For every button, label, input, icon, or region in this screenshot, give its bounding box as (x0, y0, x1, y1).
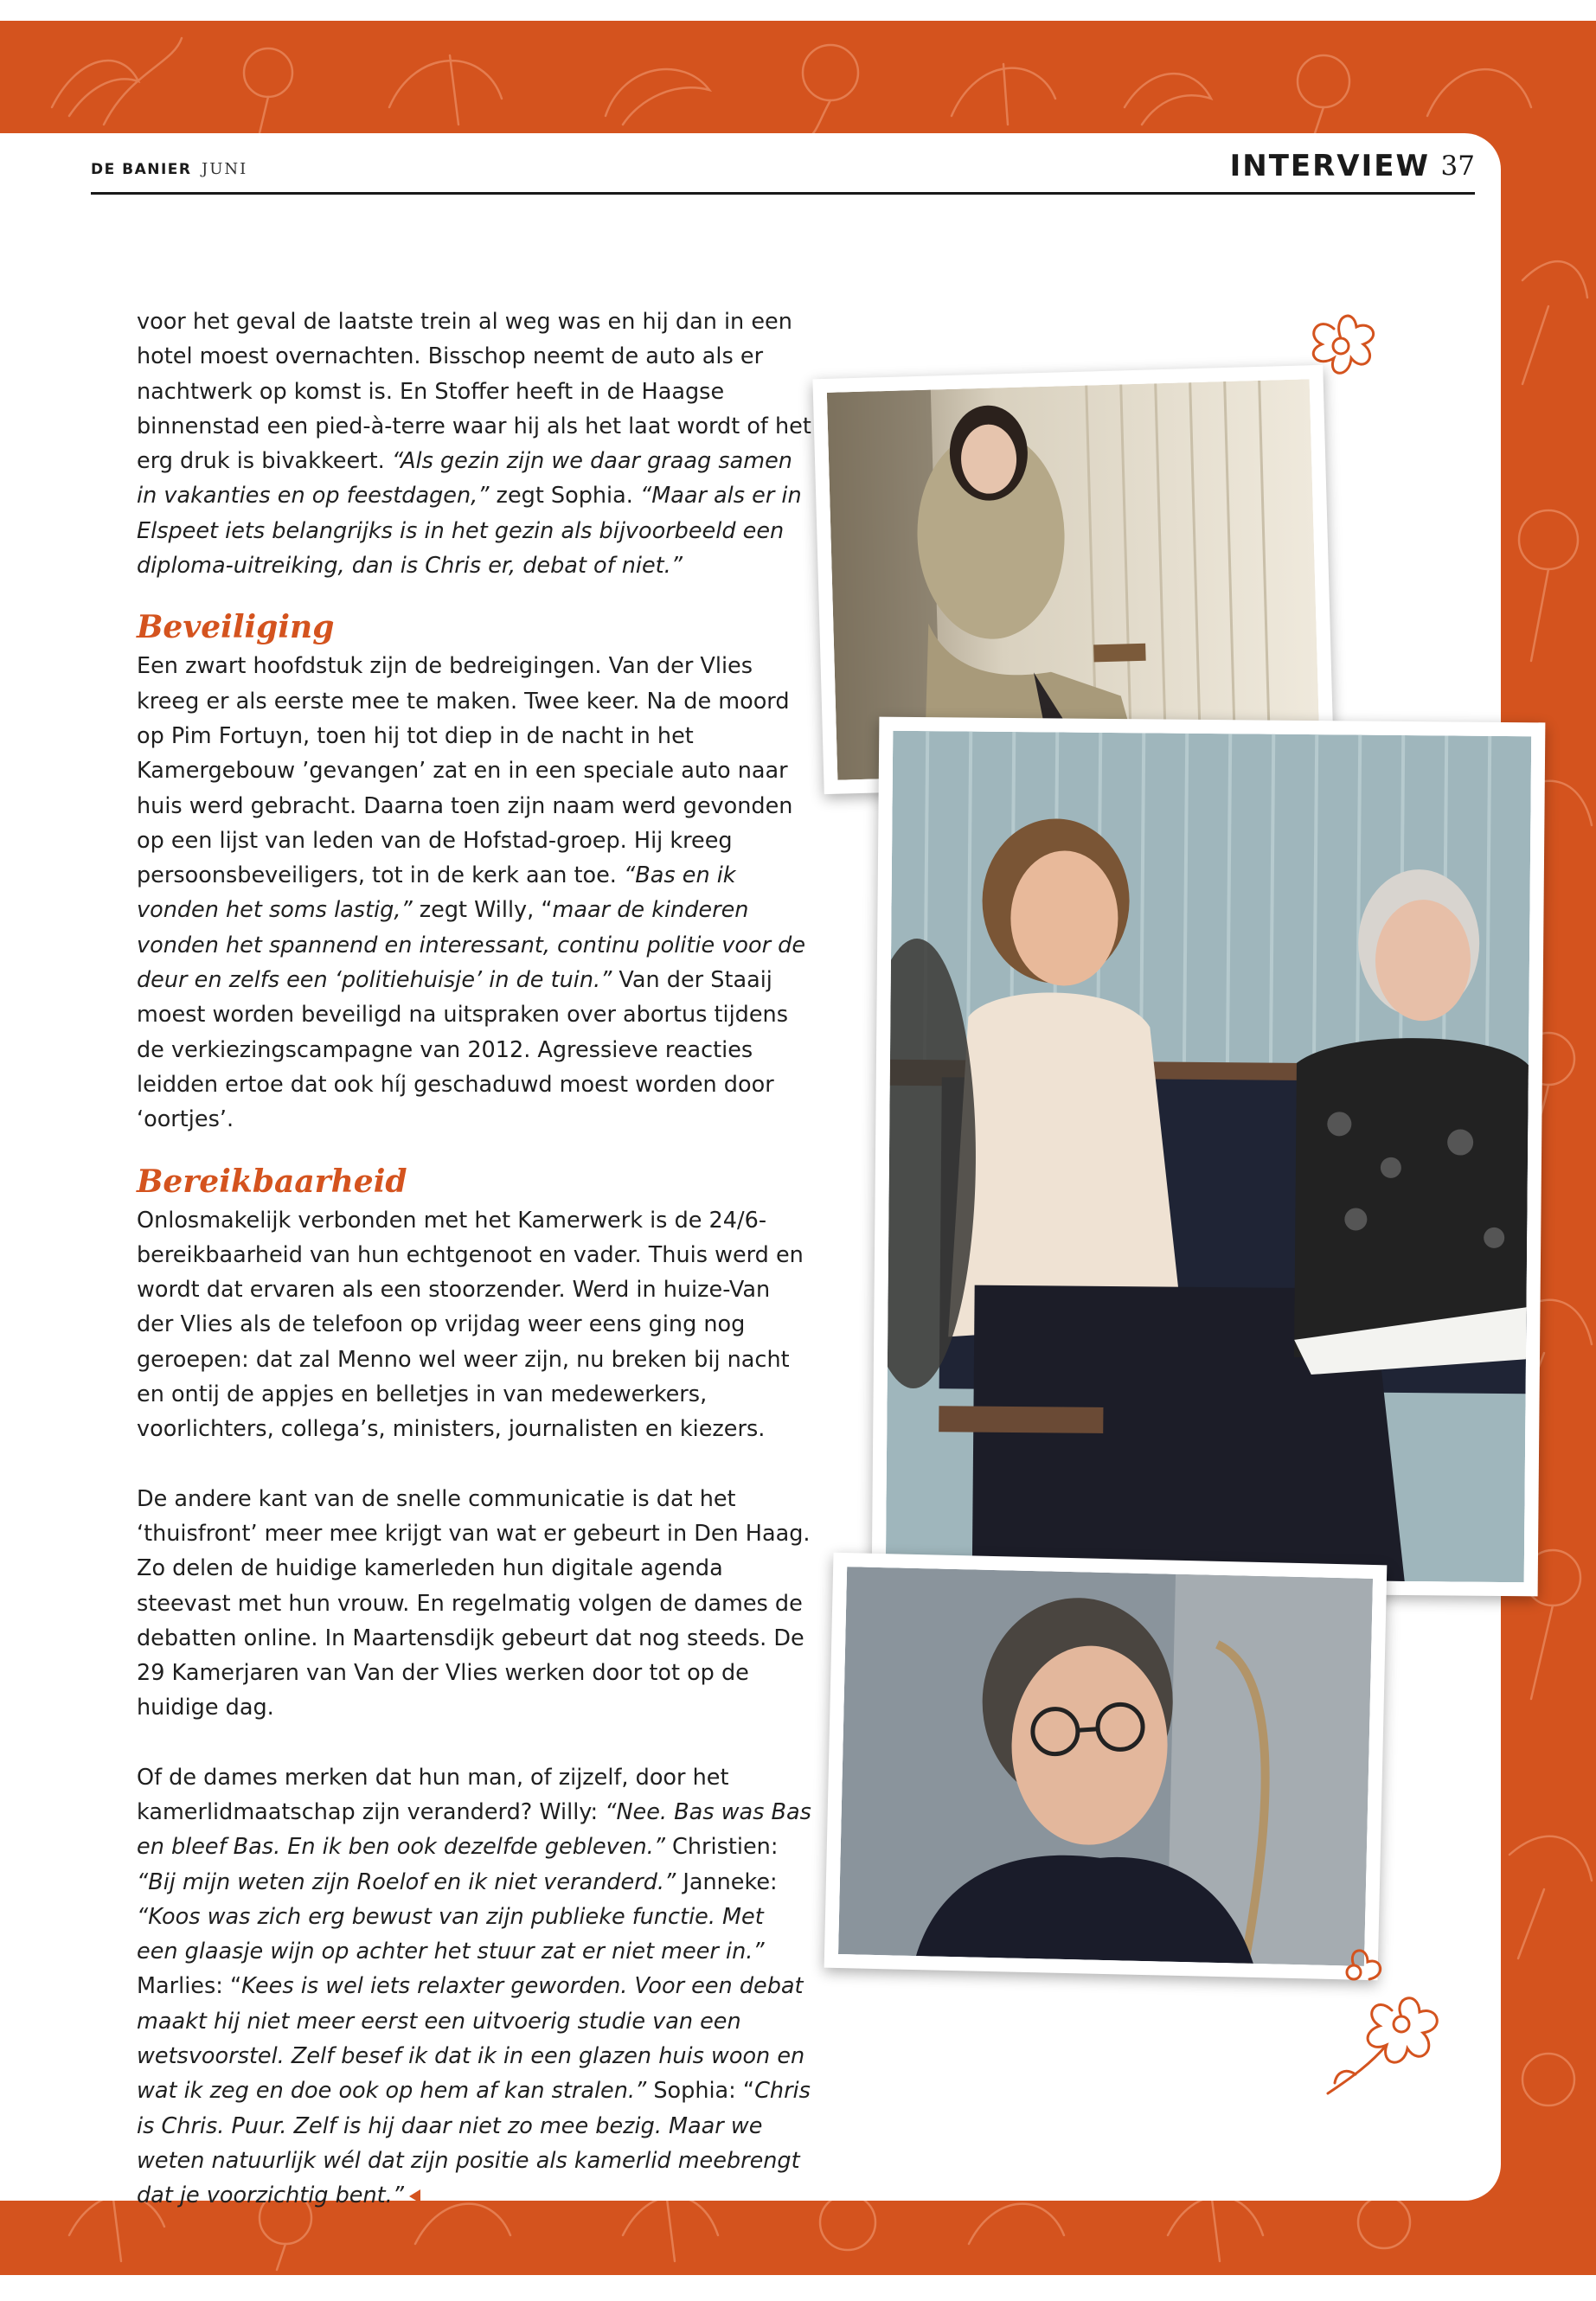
subheading-bereikbaarheid: Bereikbaarheid (137, 1163, 407, 1200)
paragraph: De andere kant van de snelle communicatie is dat het ‘thuisfront’ meer mee krijgt van wat er gebeurt in Den Haag. Zo delen de huidige kamerleden hun digitale agenda steevast met hun vrouw. En regelmatig volgen de dames de debatten online. In Maartensdijk gebeurt dat nog steeds. De 29 Kamerjaren van Van der Vlies werken door tot op de huidige dag. (137, 1485, 811, 1721)
portrait-photo-woman-with-glasses (824, 1553, 1388, 1980)
section-title: INTERVIEW (1229, 149, 1430, 183)
paragraph: Of de dames merken dat hun man, of zijzelf, door het kamerlidmaatschap zijn veranderd? Willy: “Nee. Bas was Bas en bleef Bas. En ik ben ook dezelfde gebleven.” Christien: “Bij mijn weten zijn Roelof en ik niet veranderd.” Janneke: “Koos was zich erg bewust van zijn publieke functie. Met een glaasje wijn op achter het stuur zat er niet meer in.” Marlies: “Kees is wel iets relaxter geworden. Voor een debat maakt hij niet meer eerst een uitvoerig studie van een wetsvoorstel. Zelf besef ik dat ik in een glazen huis woon en wat ik zeg en doe ook op hem af kan stralen.” Sophia: “Chris is Chris. Puur. Zelf is hij daar niet zo mee bezig. Maar we weten natuurlijk wél dat zijn positie als kamerlid meebrengt dat je voorzichtig bent.” (137, 1764, 811, 2209)
subheading-beveiliging: Beveiliging (137, 609, 335, 646)
flower-doodle-icon (1293, 1946, 1449, 2102)
paragraph: Onlosmakelijk verbonden met het Kamerwerk is de 24/6-bereikbaarheid van hun echtgenoot en vader. Thuis werd en wordt dat ervaren als een stoorzender. Werd in huize-Van der Vlies als de telefoon op vrijdag weer eens ging nog geroepen: dat zal Menno wel weer zijn, nu breken bij nacht en ontij de appjes en belletjes in van medewerkers, voorlichters, collega’s, ministers, journalisten en kiezers. (137, 1207, 804, 1443)
paragraph: voor het geval de laatste trein al weg was en hij dan in een hotel moest overnachten. Bisschop neemt de auto als er nachtwerk op komst is. En Stoffer heeft in de Haagse binnenstad een pied-à-terre waar hij als het laat wordt of het erg druk is bivakkeert. “Als gezin zijn we daar graag samen in vakanties en op feestdagen,” zegt Sophia. “Maar als er in Elspeet iets belangrijks is in het gezin als bijvoorbeeld een diploma-uitreiking, dan is Chris er, debat of niet.” (137, 309, 811, 580)
end-mark-icon (409, 2189, 420, 2203)
publication-name: DE BANIER (91, 161, 192, 178)
running-header (91, 149, 1475, 195)
article-body (137, 304, 811, 2214)
page-number: 37 (1440, 151, 1475, 182)
paragraph: Een zwart hoofdstuk zijn de bedreigingen. Van der Vlies kreeg er als eerste mee te maken. Twee keer. Na de moord op Pim Fortuyn, toen hij tot diep in de nacht in het Kamergebouw ’gevangen’ zat en in een speciale auto naar huis werd gebracht. Daarna toen zijn naam werd gevonden op een lijst van leden van de Hofstad-groep. Hij kreeg persoonsbeveiligers, tot in de kerk aan toe. “Bas en ik vonden het soms lastig,” zegt Willy, “maar de kinderen vonden het spannend en interessant, continu politie voor de deur en zelfs een ‘politiehuisje’ in de tuin.” Van der Staaij moest worden beveiligd na uitspraken over abortus tijdens de verkiezingscampagne van 2012. Agressieve reacties leidden ertoe dat ook híj geschaduwd moest worden door ‘oortjes’. (137, 653, 806, 1133)
photo-two-women-on-sofa (872, 717, 1546, 1597)
issue-month: JUNI (202, 160, 248, 178)
